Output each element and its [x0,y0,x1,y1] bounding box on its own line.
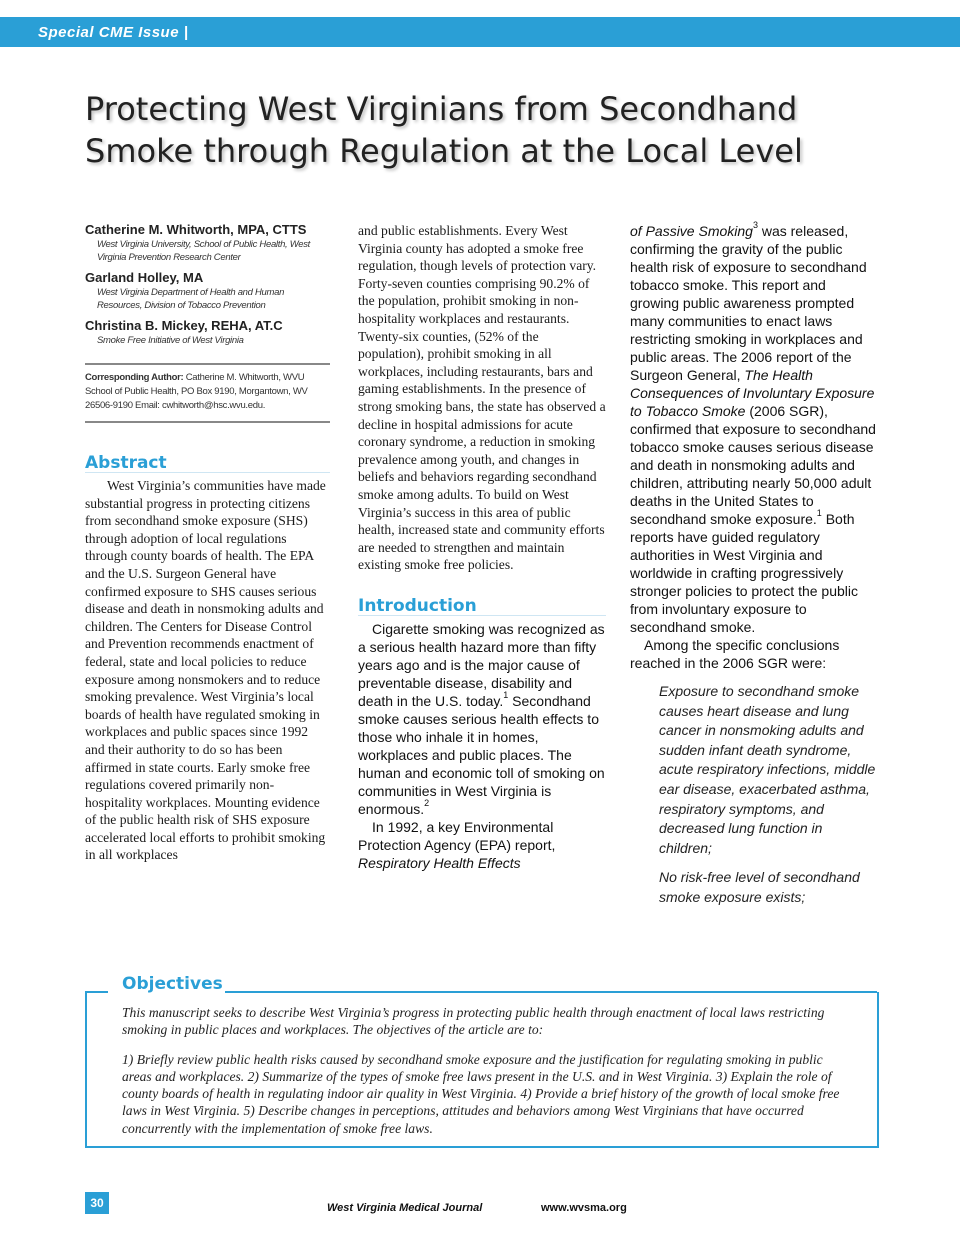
corresponding-author [85,371,330,413]
author-affiliation: Smoke Free Initiative of West Virginia [97,335,244,346]
journal-url: www.wvsma.org [541,1202,627,1214]
author-name: Garland Holley, MA [85,270,204,285]
quote-item: Exposure to secondhand smoke causes heart disease and lung cancer in nonsmoking adults and sudden infant death syndrome, acute respiratory infections, middle ear disease, exacerbated asthma, respiratory symptoms, and decreased lung function in children; [659,683,876,856]
intro-paragraph-2-cont: of Passive Smoking$^3$ was released, confirming the gravity of the public health risk of exposure to secondhand tobacco smoke. This report and growing public awareness prompted many communities to enact laws restricting smoking in workplaces and public areas. The 2006 report of the Surgeon General, The Health Consequences of Involuntary Exposure to Tobacco Smoke (2006 SGR), confirmed that exposure to secondhand tobacco smoke causes serious disease and death in nonsmoking adults and children, attributing nearly 50,000 adult deaths in the United States to secondhand smoke exposure.$^1$ Both reports have guided regulatory authorities in West Virginia and worldwide in crafting progressively stronger policies to protect the public from involuntary exposure to secondhand smoke. [630,220,876,635]
corresponding-label: Corresponding Author: [85,372,184,383]
page-number: 30 [85,1192,109,1214]
column-right [630,222,878,918]
author-name: Christina B. Mickey, REHA, AT.C [85,318,283,333]
author-2 [85,270,330,312]
objectives-heading: Objectives [122,974,223,994]
column-left [85,222,330,864]
objectives-paragraph-1: This manuscript seeks to describe West Virginia’s progress in protecting public health through enactment of local laws restricting smoking in public places and workplaces. The objectives of the article are to: [122,1005,825,1038]
intro-paragraph-1: Cigarette smoking was recognized as a serious health hazard more than fifty years ago and is the major cause of preventable disease, disability and death in the U.S. today.$^1$ Secondhand smoke causes serious health effects to those who inhale it in homes, workplaces and public places. The human and economic toll of smoking on communities in West Virginia is enormous.$^2$ [358,620,605,817]
objectives-paragraph-2: 1) Briefly review public health risks caused by secondhand smoke exposure and the justification for regulating smoking in public areas and workplaces. 2) Summarize of the types of smoke free laws present in the U.S. and in West Virginia. 3) Explain the role of county boards of health in regulating indoor air quality in West Virginia. 4) Provide a brief history of the growth of local smoke free laws in West Virginia. 5) Describe changes in perceptions, attitudes and behaviors among West Virginians that have occurred concurrently with the implementation of smoke free laws. [122,1051,840,1136]
article-title: Protecting West Virginians from Secondhand Smoke through Regulation at the Local Level [85,90,803,170]
header-bar [0,17,960,47]
section-label: Special CME Issue | [38,24,189,41]
divider [85,363,330,365]
introduction-heading: Introduction [358,595,477,616]
divider [85,421,330,423]
author-3 [85,318,330,347]
author-name: Catherine M. Whitworth, MPA, CTTS [85,222,307,237]
blockquote [659,682,878,908]
abstract-text: West Virginia’s communities have made substantial progress in protecting citizens from secondhand smoke exposure (SHS) through adoption of local regulations through county boards of health. The EPA and the U.S. Surgeon General have confirmed exposure to SHS causes serious disease and death in nonsmoking adults and children. The Centers for Disease Control and Prevention recommends enactment of federal, state and local policies to reduce exposure among nonsmokers and to reduce smoking prevalence. West Virginia’s local boards of health have regulated smoking in workplaces and public spaces since 1992 and their authority to do so has been affirmed in state courts. Early smoke free regulations covered primarily non-hospitality workplaces. Mounting evidence of the public health risk of SHS exposure accelerated local efforts to prohibit smoking in all workplaces [85,478,326,863]
author-1 [85,222,330,264]
column-middle [358,222,606,872]
objectives-text [122,1004,842,1149]
intro-paragraph-2-start: In 1992, a key Environmental Protection Agency (EPA) report, Respiratory Health Effects [358,818,556,871]
corresponding-text: Catherine M. Whitworth, WVU School of Public Health, PO Box 9190, Morgantown, WV 26506-9190 Email: cwhitworth@hsc.wvu.edu. [85,372,308,411]
journal-name: West Virginia Medical Journal [327,1202,483,1214]
intro-paragraph-3: Among the specific conclusions reached in the 2006 SGR were: [630,637,840,671]
author-affiliation: West Virginia Department of Health and Human Resources, Division of Tobacco Prevention [97,287,285,311]
author-affiliation: West Virginia University, School of Public Health, West Virginia Prevention Research Center [97,239,311,263]
abstract-continued: and public establishments. Every West Virginia county has adopted a smoke free regulation, though levels of protection vary. Forty-seven counties comprising 90.2% of the population, prohibit smoking in non-hospitality workplaces and restaurants. Twenty-six counties, (52% of the population), prohibit smoking in all workplaces, including restaurants, bars and gaming establishments. In the presence of strong smoking bans, the state has observed a decline in hospital admissions for acute coronary syndrome, a reduction in smoking prevalence among youth, and changes in beliefs and behaviors regarding secondhand smoke among adults. To build on West Virginia’s success in this area of public health, increased state and community efforts are needed to strengthen and maintain existing smoke free policies. [358,223,606,573]
abstract-heading: Abstract [85,453,167,473]
quote-item: No risk-free level of secondhand smoke exposure exists; [659,869,860,905]
